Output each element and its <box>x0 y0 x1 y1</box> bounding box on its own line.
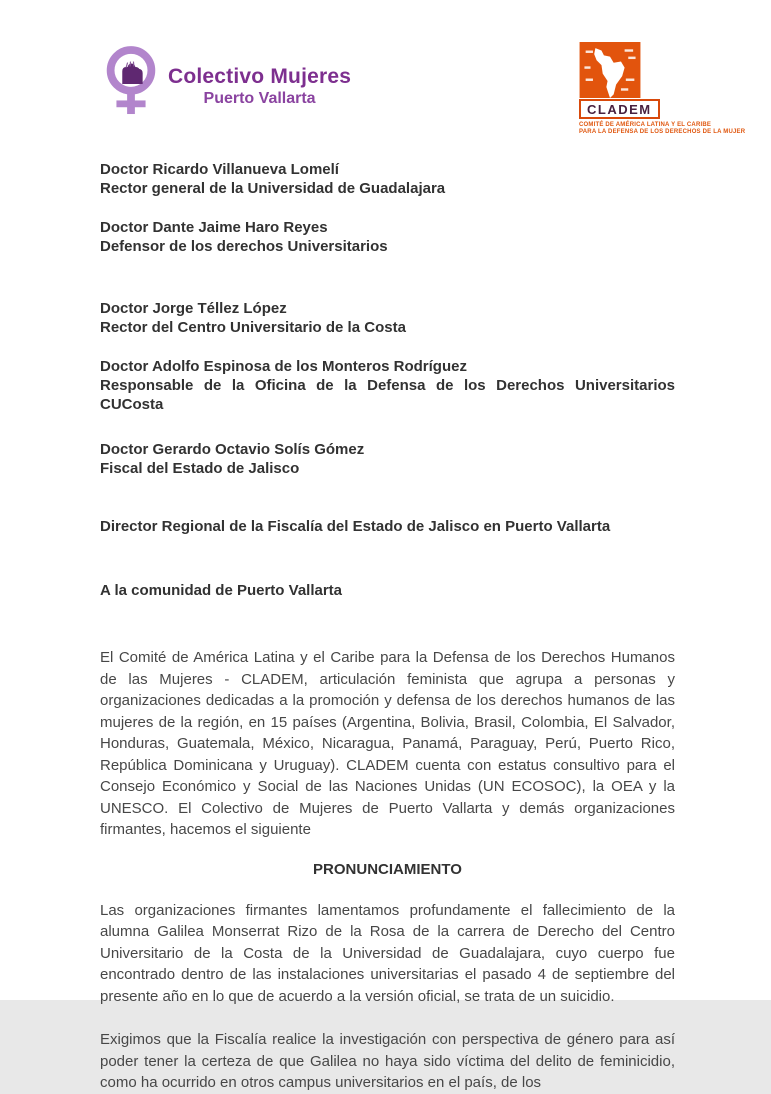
woman-power-icon <box>98 42 164 127</box>
cladem-caption <box>579 122 745 136</box>
recipient-name: Doctor Ricardo Villanueva Lomelí <box>100 161 339 178</box>
recipient-name: Doctor Adolfo Espinosa de los Monteros Rodríguez <box>100 358 467 375</box>
recipient-title: Fiscal del Estado de Jalisco <box>100 460 300 477</box>
cladem-caption-line2: PARA LA DEFENSA DE LOS DERECHOS DE LA MUJER <box>579 129 746 135</box>
recipient-name: Doctor Dante Jaime Haro Reyes <box>100 219 328 236</box>
recipient-block <box>100 218 675 256</box>
logo-title: Colectivo Mujeres <box>168 64 352 88</box>
letter-body <box>100 160 675 1094</box>
latin-america-map-icon <box>579 42 641 98</box>
recipient-block <box>100 299 675 337</box>
colectivo-mujeres-logo <box>98 42 351 127</box>
paragraph-fallecimiento: Las organizaciones firmantes lamentamos profundamente el fallecimiento de la alumna Galilea Monserrat Rizo de la Rosa de la carrera de Derecho del Centro Universitario de la Costa de la Universidad de Guadalajara, cuyo cuerpo fue encontrado dentro de las instalaciones universitarias el pasado 4 de septiembre del presente año en lo que de acuerdo a la versión oficial, se trata de un suicidio. <box>100 901 675 1005</box>
director-line: Director Regional de la Fiscalía del Estado de Jalisco en Puerto Vallarta <box>100 518 611 535</box>
recipient-title: Responsable de la Oficina de la Defensa de los Derechos Universitarios CUCosta <box>100 377 675 413</box>
recipient-name: Doctor Gerardo Octavio Solís Gómez <box>100 441 365 458</box>
recipient-title: Rector general de la Universidad de Guadalajara <box>100 180 446 197</box>
pronouncement-heading: PRONUNCIAMIENTO <box>313 860 462 878</box>
cladem-wordmark: CLADEM <box>579 99 660 119</box>
recipient-block <box>100 440 675 478</box>
cladem-caption-line1: COMITÉ DE AMÉRICA LATINA Y EL CARIBE <box>579 122 712 128</box>
intro-paragraph: El Comité de América Latina y el Caribe para la Defensa de los Derechos Humanos de las Mujeres - CLADEM, articulación feminista que agrupa a personas y organizaciones dedicadas a la promoción y defensa de los derechos humanos de las mujeres de la región, en 15 países (Argentina, Bolivia, Brasil, Colombia, El Salvador, Honduras, Guatemala, México, Nicaragua, Panamá, Paraguay, Perú, Puerto Rico, República Dominicana y Uruguay). CLADEM cuenta con estatus consultivo para el Consejo Económico y Social de las Naciones Unidas (UN ECOSOC), la OEA y la UNESCO. El Colectivo de Mujeres de Puerto Vallarta y demás organizaciones firmantes, hacemos el siguiente <box>100 649 675 838</box>
paragraph-exigimos: Exigimos que la Fiscalía realice la investigación con perspectiva de género para así poder tener la certeza de que Galilea no haya sido víctima del delito de feminicidio, como ha ocurrido en otros campus universitarios en el país, de los <box>100 1031 675 1091</box>
recipient-block <box>100 357 675 414</box>
logo-subtitle: Puerto Vallarta <box>203 89 316 107</box>
recipient-title: Rector del Centro Universitario de la Costa <box>100 319 406 336</box>
recipient-name: Doctor Jorge Téllez López <box>100 300 287 317</box>
cladem-logo <box>579 42 746 136</box>
recipient-title: Defensor de los derechos Universitarios <box>100 238 388 255</box>
colectivo-mujeres-wordmark <box>168 65 351 109</box>
document-header <box>0 0 771 136</box>
community-salutation: A la comunidad de Puerto Vallarta <box>100 582 343 599</box>
recipient-block <box>100 160 675 198</box>
